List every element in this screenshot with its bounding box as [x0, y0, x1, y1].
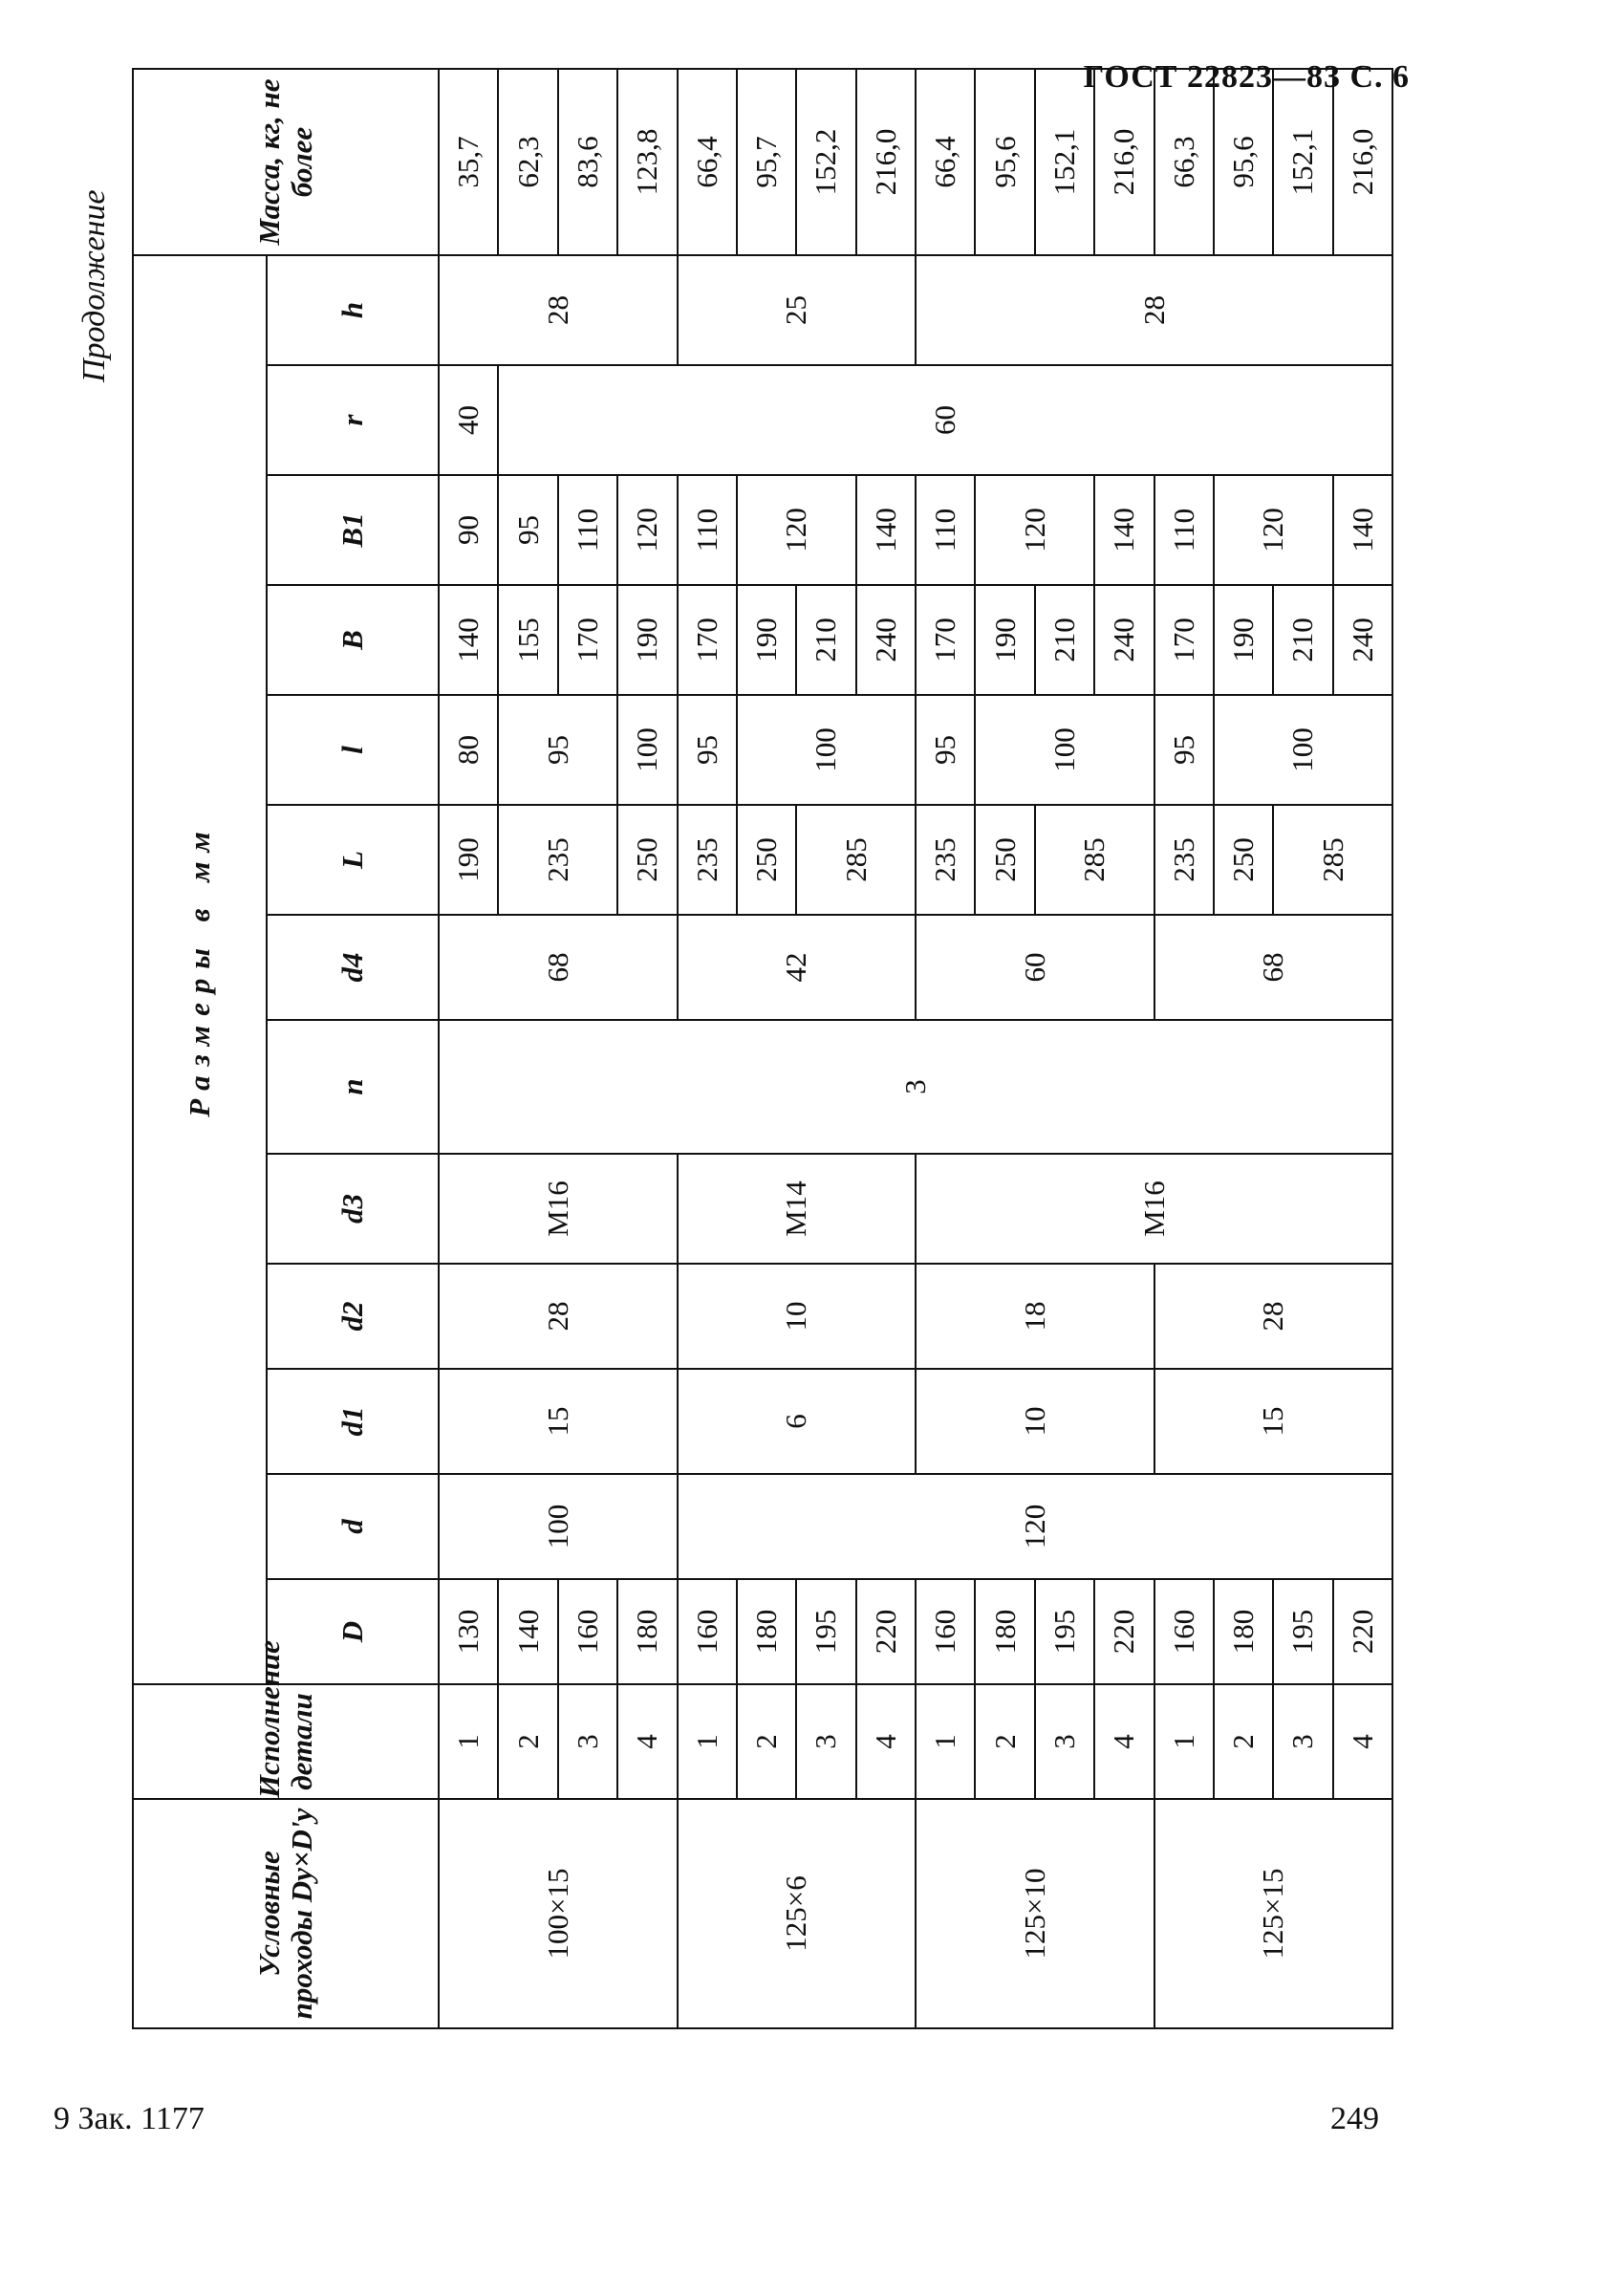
D-cell: 160: [916, 1579, 975, 1684]
L-cell: 235: [678, 805, 737, 915]
ispoln-cell: 1: [678, 1684, 737, 1799]
l-cell: 100: [1214, 695, 1392, 805]
col-header-B: B: [267, 585, 439, 695]
r-cell: 60: [498, 365, 1392, 475]
mass-cell: 95,6: [975, 69, 1034, 255]
du-cell: 125×6: [678, 1799, 917, 2028]
B1-cell: 120: [1214, 475, 1333, 585]
ispoln-cell: 4: [1094, 1684, 1154, 1799]
mass-cell: 95,6: [1214, 69, 1273, 255]
B1-cell: 110: [678, 475, 737, 585]
B-cell: 170: [558, 585, 617, 695]
L-cell: 250: [975, 805, 1034, 915]
L-cell: 250: [617, 805, 677, 915]
D-cell: 160: [558, 1579, 617, 1684]
mass-cell: 152,2: [796, 69, 855, 255]
D-cell: 195: [1035, 1579, 1094, 1684]
B-cell: 190: [975, 585, 1034, 695]
L-cell: 235: [916, 805, 975, 915]
d3-cell: М14: [678, 1154, 917, 1264]
ispoln-cell: 2: [498, 1684, 557, 1799]
n-cell: 3: [439, 1020, 1392, 1154]
B1-cell: 140: [1094, 475, 1154, 585]
d2-cell: 10: [678, 1264, 917, 1369]
ispoln-cell: 4: [617, 1684, 677, 1799]
ispoln-cell: 2: [737, 1684, 796, 1799]
D-cell: 220: [856, 1579, 916, 1684]
d3-cell: М16: [439, 1154, 678, 1264]
h-cell: 25: [678, 255, 917, 365]
D-cell: 160: [678, 1579, 737, 1684]
B-cell: 240: [1333, 585, 1392, 695]
D-cell: 180: [737, 1579, 796, 1684]
h-cell: 28: [916, 255, 1392, 365]
l-cell: 95: [678, 695, 737, 805]
l-cell: 95: [498, 695, 617, 805]
du-cell: 125×10: [916, 1799, 1154, 2028]
B-cell: 240: [1094, 585, 1154, 695]
l-cell: 100: [975, 695, 1154, 805]
col-header-r: r: [267, 365, 439, 475]
B1-cell: 90: [439, 475, 498, 585]
L-cell: 250: [1214, 805, 1273, 915]
B-cell: 140: [439, 585, 498, 695]
B-cell: 170: [678, 585, 737, 695]
B-cell: 210: [1273, 585, 1332, 695]
B-cell: 170: [1154, 585, 1214, 695]
d2-cell: 28: [1154, 1264, 1393, 1369]
col-header-d: d: [267, 1474, 439, 1579]
D-cell: 180: [975, 1579, 1034, 1684]
col-header-d2: d2: [267, 1264, 439, 1369]
ispoln-cell: 1: [439, 1684, 498, 1799]
ispoln-cell: 3: [1273, 1684, 1332, 1799]
L-cell: 285: [1035, 805, 1154, 915]
footer-order-number: 9 Зак. 1177: [54, 2101, 205, 2136]
mass-cell: 35,7: [439, 69, 498, 255]
l-cell: 100: [617, 695, 677, 805]
B1-cell: 120: [737, 475, 856, 585]
L-cell: 190: [439, 805, 498, 915]
mass-cell: 216,0: [856, 69, 916, 255]
col-header-mass: Масса, кг, не более: [133, 69, 439, 255]
B-cell: 210: [796, 585, 855, 695]
mass-cell: 66,4: [916, 69, 975, 255]
d4-cell: 60: [916, 915, 1154, 1020]
dimensions-table-frame: [132, 78, 1393, 2029]
d4-cell: 68: [439, 915, 678, 1020]
B-cell: 240: [856, 585, 916, 695]
col-header-h: h: [267, 255, 439, 365]
B1-cell: 110: [1154, 475, 1214, 585]
ispoln-cell: 2: [975, 1684, 1034, 1799]
ispoln-cell: 3: [558, 1684, 617, 1799]
D-cell: 220: [1333, 1579, 1392, 1684]
d1-cell: 15: [439, 1369, 678, 1474]
r-cell: 40: [439, 365, 498, 475]
col-header-L: L: [267, 805, 439, 915]
l-cell: 95: [916, 695, 975, 805]
d4-cell: 68: [1154, 915, 1393, 1020]
B-cell: 190: [737, 585, 796, 695]
mass-cell: 66,3: [1154, 69, 1214, 255]
d2-cell: 28: [439, 1264, 678, 1369]
d-cell: 120: [678, 1474, 1393, 1579]
B1-cell: 140: [856, 475, 916, 585]
ispoln-cell: 1: [1154, 1684, 1214, 1799]
mass-cell: 83,6: [558, 69, 617, 255]
col-header-n: n: [267, 1020, 439, 1154]
D-cell: 160: [1154, 1579, 1214, 1684]
B1-cell: 120: [975, 475, 1094, 585]
d2-cell: 18: [916, 1264, 1154, 1369]
B-cell: 190: [1214, 585, 1273, 695]
L-cell: 250: [737, 805, 796, 915]
d3-cell: М16: [916, 1154, 1392, 1264]
col-header-B1: B1: [267, 475, 439, 585]
l-cell: 80: [439, 695, 498, 805]
mass-cell: 95,7: [737, 69, 796, 255]
h-cell: 28: [439, 255, 678, 365]
B-cell: 155: [498, 585, 557, 695]
d1-cell: 10: [916, 1369, 1154, 1474]
col-header-ispoln: Исполнение детали: [133, 1684, 439, 1799]
d-cell: 100: [439, 1474, 678, 1579]
page-header: ГОСТ 22823—83 С. 6: [1083, 59, 1410, 95]
D-cell: 140: [498, 1579, 557, 1684]
D-cell: 195: [796, 1579, 855, 1684]
B1-cell: 95: [498, 475, 557, 585]
ispoln-cell: 4: [1333, 1684, 1392, 1799]
B1-cell: 140: [1333, 475, 1392, 585]
page-number: 249: [1330, 2101, 1379, 2136]
D-cell: 180: [1214, 1579, 1273, 1684]
ispoln-cell: 3: [796, 1684, 855, 1799]
D-cell: 180: [617, 1579, 677, 1684]
mass-cell: 216,0: [1333, 69, 1392, 255]
du-cell: 125×15: [1154, 1799, 1393, 2028]
B1-cell: 110: [916, 475, 975, 585]
L-cell: 235: [498, 805, 617, 915]
mass-cell: 152,1: [1035, 69, 1094, 255]
col-header-d3: d3: [267, 1154, 439, 1264]
d1-cell: 6: [678, 1369, 917, 1474]
l-cell: 95: [1154, 695, 1214, 805]
mass-cell: 123,8: [617, 69, 677, 255]
B1-cell: 110: [558, 475, 617, 585]
B1-cell: 120: [617, 475, 677, 585]
ispoln-cell: 2: [1214, 1684, 1273, 1799]
col-header-d4: d4: [267, 915, 439, 1020]
du-cell: 100×15: [439, 1799, 678, 2028]
dimensions-table: [132, 78, 1393, 2029]
mass-cell: 152,1: [1273, 69, 1332, 255]
L-cell: 285: [1273, 805, 1392, 915]
L-cell: 235: [1154, 805, 1214, 915]
L-cell: 285: [796, 805, 916, 915]
D-cell: 195: [1273, 1579, 1332, 1684]
mass-cell: 62,3: [498, 69, 557, 255]
mass-cell: 216,0: [1094, 69, 1154, 255]
B-cell: 210: [1035, 585, 1094, 695]
mass-cell: 66,4: [678, 69, 737, 255]
d4-cell: 42: [678, 915, 917, 1020]
l-cell: 100: [737, 695, 916, 805]
ispoln-cell: 4: [856, 1684, 916, 1799]
D-cell: 130: [439, 1579, 498, 1684]
ispoln-cell: 1: [916, 1684, 975, 1799]
B-cell: 190: [617, 585, 677, 695]
col-header-d1: d1: [267, 1369, 439, 1474]
col-header-l: l: [267, 695, 439, 805]
ispoln-cell: 3: [1035, 1684, 1094, 1799]
table-caption: Размеры в мм: [133, 255, 267, 1684]
B-cell: 170: [916, 585, 975, 695]
d1-cell: 15: [1154, 1369, 1393, 1474]
col-header-du: Условные проходы Dу×D'у: [133, 1799, 439, 2028]
D-cell: 220: [1094, 1579, 1154, 1684]
col-header-D: D: [267, 1579, 439, 1684]
